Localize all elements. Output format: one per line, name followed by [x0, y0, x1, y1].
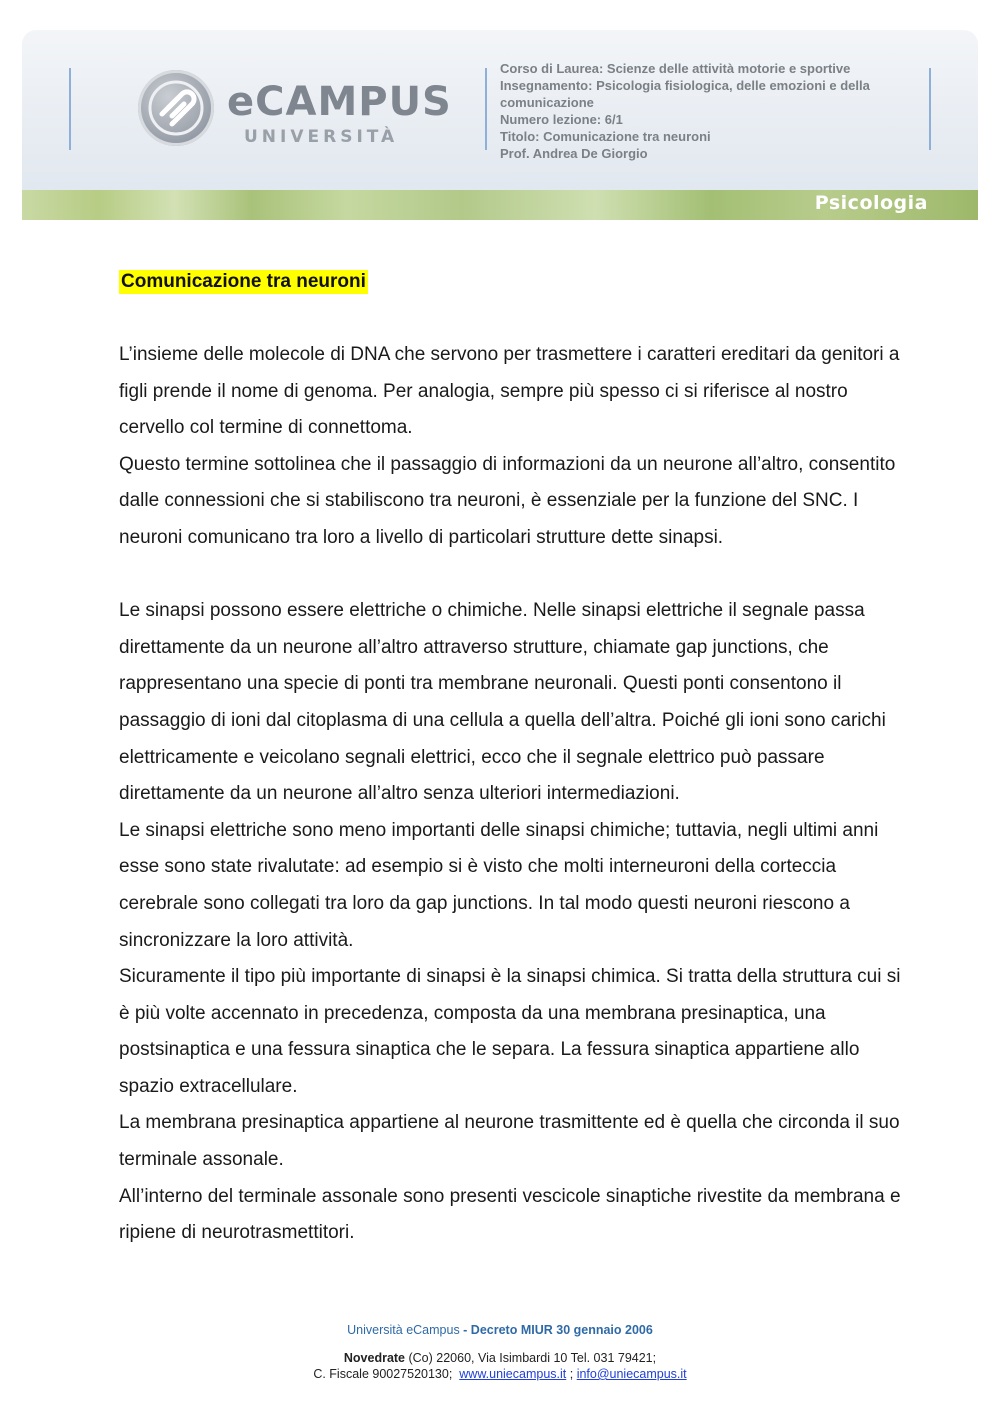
document-footer	[0, 1323, 1000, 1381]
paragraph: Questo termine sottolinea che il passaggio di informazioni da un neurone all’altro, consentito dalle connessioni che si stabiliscono tra neuroni, è essenziale per la funzione del SNC. I neuroni comunicano tra loro a livello di particolari strutture dette sinapsi.	[119, 453, 896, 548]
course-line: Insegnamento: Psicologia fisiologica, delle emozioni e della	[500, 78, 870, 93]
footer-email-link[interactable]: info@uniecampus.it	[576, 1367, 687, 1381]
header-divider-right	[929, 68, 931, 150]
ecampus-logo-icon	[138, 70, 214, 146]
header-divider-middle	[485, 68, 487, 150]
footer-website-link[interactable]: www.uniecampus.it	[459, 1367, 567, 1381]
course-line: Prof. Andrea De Giorgio	[500, 146, 648, 161]
footer-university: Università eCampus	[347, 1323, 460, 1337]
footer-address-line	[0, 1351, 1000, 1365]
header-divider-left	[69, 68, 71, 150]
footer-city: Novedrate	[343, 1351, 406, 1365]
document-header	[22, 30, 978, 220]
section-label: Psicologia	[814, 192, 928, 214]
course-line: Titolo: Comunicazione tra neuroni	[500, 129, 711, 144]
footer-contact-line	[0, 1367, 1000, 1381]
footer-university-line	[0, 1323, 1000, 1337]
paragraph: Le sinapsi possono essere elettriche o chimiche. Nelle sinapsi elettriche il segnale passa direttamente da un neurone all’altro attraverso strutture, chiamate gap junctions, che rappresentano una specie di ponti tra membrane neuronali. Questi ponti consentono il passaggio di ioni dal citoplasma di una cellula a quella dell’altra. Poiché gli ioni sono carichi elettricamente e veicolano segnali elettrici, ecco che il segnale elettrico può passare direttamente da un neurone all’altro senza ulteriori intermediazioni.	[119, 600, 886, 805]
footer-separator: ;	[566, 1367, 577, 1381]
section-band	[22, 190, 978, 220]
footer-decree: - Decreto MIUR 30 gennaio 2006	[459, 1323, 653, 1337]
course-line: comunicazione	[500, 95, 594, 110]
footer-fiscal-code: C. Fiscale 90027520130;	[313, 1367, 453, 1381]
paragraph: L’insieme delle molecole di DNA che servono per trasmettere i caratteri ereditari da genitori a figli prende il nome di genoma. Per analogia, sempre più spesso ci si riferisce al nostro cervello col termine di connettoma.	[119, 344, 900, 439]
logo-brand: eCAMPUS	[227, 79, 452, 125]
paragraph: All’interno del terminale assonale sono presenti vescicole sinaptiche rivestite da membrana e ripiene di neurotrasmettitori.	[119, 1185, 901, 1244]
paragraph: Sicuramente il tipo più importante di sinapsi è la sinapsi chimica. Si tratta della struttura cui si è più volte accennato in precedenza, composta da una membrana presinaptica, una postsinaptica e una fessura sinaptica che le separa. La fessura sinaptica appartiene allo spazio extracellulare.	[119, 966, 901, 1097]
document-title: Comunicazione tra neuroni	[121, 271, 366, 292]
footer-address: (Co) 22060, Via Isimbardi 10 Tel. 031 79421;	[405, 1351, 657, 1365]
course-line: Numero lezione: 6/1	[500, 112, 623, 127]
document-body	[119, 337, 909, 1252]
logo-subtitle: UNIVERSITÀ	[244, 127, 399, 147]
course-info	[500, 60, 920, 162]
paragraph: Le sinapsi elettriche sono meno importanti delle sinapsi chimiche; tuttavia, negli ultimi anni esse sono state rivalutate: ad esempio si è visto che molti interneuroni della corteccia cerebrale sono collegati tra loro da gap junctions. In tal modo questi neuroni riescono a sincronizzare la loro attività.	[119, 819, 879, 951]
paragraph: La membrana presinaptica appartiene al neurone trasmittente ed è quella che circonda il suo terminale assonale.	[119, 1112, 900, 1171]
course-line: Corso di Laurea: Scienze delle attività motorie e sportive	[500, 61, 851, 76]
